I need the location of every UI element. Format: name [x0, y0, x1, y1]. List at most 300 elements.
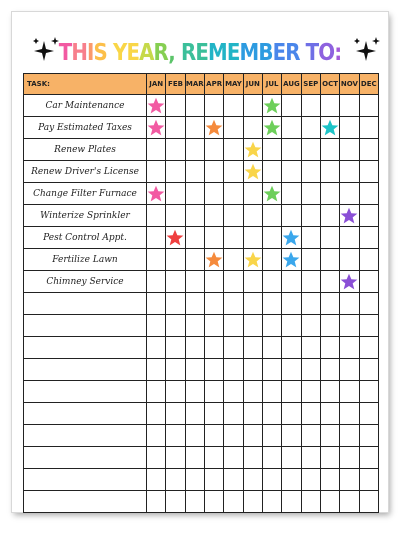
- task-cell[interactable]: [24, 447, 147, 469]
- month-cell[interactable]: [262, 95, 281, 117]
- month-cell[interactable]: [340, 469, 359, 491]
- month-cell[interactable]: [224, 491, 243, 513]
- month-cell[interactable]: [166, 249, 185, 271]
- month-cell[interactable]: [204, 337, 223, 359]
- month-cell[interactable]: [282, 469, 301, 491]
- month-cell[interactable]: [204, 205, 223, 227]
- month-cell[interactable]: [262, 381, 281, 403]
- month-cell[interactable]: [262, 359, 281, 381]
- month-cell[interactable]: [147, 117, 166, 139]
- month-cell[interactable]: [320, 469, 339, 491]
- month-cell[interactable]: [243, 139, 262, 161]
- month-cell[interactable]: [224, 183, 243, 205]
- month-cell[interactable]: [147, 227, 166, 249]
- month-cell[interactable]: [243, 425, 262, 447]
- month-cell[interactable]: [262, 491, 281, 513]
- month-cell[interactable]: [320, 381, 339, 403]
- month-cell[interactable]: [185, 293, 204, 315]
- task-cell[interactable]: [24, 491, 147, 513]
- month-cell[interactable]: [262, 249, 281, 271]
- month-cell[interactable]: [204, 425, 223, 447]
- month-cell[interactable]: [224, 425, 243, 447]
- month-cell[interactable]: [320, 337, 339, 359]
- month-cell[interactable]: [166, 315, 185, 337]
- task-cell[interactable]: [24, 293, 147, 315]
- month-cell[interactable]: [204, 403, 223, 425]
- month-header-jan: JAN: [147, 74, 166, 95]
- task-cell[interactable]: [24, 425, 147, 447]
- month-cell[interactable]: [301, 469, 320, 491]
- month-cell[interactable]: [147, 205, 166, 227]
- month-cell[interactable]: [282, 95, 301, 117]
- month-cell[interactable]: [262, 117, 281, 139]
- month-cell[interactable]: [166, 205, 185, 227]
- month-cell[interactable]: [320, 491, 339, 513]
- table-row: [24, 183, 379, 205]
- month-cell[interactable]: [166, 161, 185, 183]
- table-row: [24, 337, 379, 359]
- month-cell[interactable]: [262, 315, 281, 337]
- month-cell[interactable]: [243, 205, 262, 227]
- star-icon: [282, 251, 300, 269]
- table-row: [24, 425, 379, 447]
- month-header-nov: NOV: [340, 74, 359, 95]
- month-cell[interactable]: [359, 205, 378, 227]
- month-cell[interactable]: [359, 293, 378, 315]
- task-cell[interactable]: Winterize Sprinkler: [24, 205, 147, 227]
- month-cell[interactable]: [301, 491, 320, 513]
- month-cell[interactable]: [282, 491, 301, 513]
- star-icon: [263, 97, 281, 115]
- month-cell[interactable]: [282, 117, 301, 139]
- month-cell[interactable]: [147, 337, 166, 359]
- star-icon: [321, 119, 339, 137]
- month-cell[interactable]: [262, 183, 281, 205]
- table-row: [24, 469, 379, 491]
- month-header-dec: DEC: [359, 74, 378, 95]
- month-cell[interactable]: [224, 315, 243, 337]
- star-icon: [205, 251, 223, 269]
- month-cell[interactable]: [166, 403, 185, 425]
- month-cell[interactable]: [301, 381, 320, 403]
- month-cell[interactable]: [224, 293, 243, 315]
- month-cell[interactable]: [185, 381, 204, 403]
- table-row: [24, 139, 379, 161]
- month-cell[interactable]: [320, 447, 339, 469]
- month-cell[interactable]: [166, 381, 185, 403]
- month-cell[interactable]: [340, 381, 359, 403]
- star-icon: [340, 273, 358, 291]
- month-cell[interactable]: [340, 95, 359, 117]
- month-header-mar: MAR: [185, 74, 204, 95]
- title-word: REMEMBER: [180, 40, 300, 66]
- month-cell[interactable]: [262, 337, 281, 359]
- month-cell[interactable]: [185, 403, 204, 425]
- month-cell[interactable]: [166, 95, 185, 117]
- task-cell[interactable]: Fertilize Lawn: [24, 249, 147, 271]
- month-cell[interactable]: [243, 447, 262, 469]
- month-cell[interactable]: [185, 205, 204, 227]
- month-cell[interactable]: [282, 381, 301, 403]
- month-cell[interactable]: [224, 403, 243, 425]
- month-cell[interactable]: [204, 447, 223, 469]
- month-cell[interactable]: [301, 117, 320, 139]
- month-cell[interactable]: [262, 227, 281, 249]
- month-cell[interactable]: [185, 227, 204, 249]
- month-cell[interactable]: [320, 227, 339, 249]
- month-cell[interactable]: [243, 403, 262, 425]
- table-row: [24, 271, 379, 293]
- month-cell[interactable]: [224, 337, 243, 359]
- month-cell[interactable]: [147, 403, 166, 425]
- month-cell[interactable]: [243, 271, 262, 293]
- month-cell[interactable]: [147, 469, 166, 491]
- month-header-feb: FEB: [166, 74, 185, 95]
- month-cell[interactable]: [359, 359, 378, 381]
- month-cell[interactable]: [204, 249, 223, 271]
- month-cell[interactable]: [359, 337, 378, 359]
- month-cell[interactable]: [166, 491, 185, 513]
- month-cell[interactable]: [340, 161, 359, 183]
- month-cell[interactable]: [204, 117, 223, 139]
- month-cell[interactable]: [224, 205, 243, 227]
- month-cell[interactable]: [243, 491, 262, 513]
- month-cell[interactable]: [301, 161, 320, 183]
- star-icon: [147, 119, 165, 137]
- table-row: [24, 117, 379, 139]
- month-cell[interactable]: [224, 271, 243, 293]
- month-cell[interactable]: [359, 315, 378, 337]
- month-cell[interactable]: [301, 205, 320, 227]
- month-cell[interactable]: [301, 293, 320, 315]
- title-word: YEAR,: [112, 40, 175, 66]
- month-cell[interactable]: [204, 271, 223, 293]
- month-cell[interactable]: [204, 227, 223, 249]
- month-cell[interactable]: [147, 425, 166, 447]
- month-cell[interactable]: [166, 117, 185, 139]
- month-cell[interactable]: [185, 315, 204, 337]
- month-cell[interactable]: [243, 337, 262, 359]
- month-cell[interactable]: [301, 249, 320, 271]
- month-cell[interactable]: [147, 491, 166, 513]
- month-cell[interactable]: [320, 359, 339, 381]
- month-cell[interactable]: [166, 425, 185, 447]
- star-icon: [263, 119, 281, 137]
- month-cell[interactable]: [282, 315, 301, 337]
- task-cell[interactable]: Car Maintenance: [24, 95, 147, 117]
- month-cell[interactable]: [262, 425, 281, 447]
- month-cell[interactable]: [166, 293, 185, 315]
- month-cell[interactable]: [204, 381, 223, 403]
- month-cell[interactable]: [204, 161, 223, 183]
- star-icon: [147, 97, 165, 115]
- month-cell[interactable]: [282, 403, 301, 425]
- month-cell[interactable]: [340, 183, 359, 205]
- month-cell[interactable]: [243, 381, 262, 403]
- month-cell[interactable]: [320, 139, 339, 161]
- month-cell[interactable]: [282, 271, 301, 293]
- grid-header-row: [24, 74, 379, 95]
- month-cell[interactable]: [301, 227, 320, 249]
- month-cell[interactable]: [243, 117, 262, 139]
- month-cell[interactable]: [204, 95, 223, 117]
- month-cell[interactable]: [301, 139, 320, 161]
- month-cell[interactable]: [243, 359, 262, 381]
- month-cell[interactable]: [204, 293, 223, 315]
- month-cell[interactable]: [204, 139, 223, 161]
- month-cell[interactable]: [147, 293, 166, 315]
- month-cell[interactable]: [224, 359, 243, 381]
- month-cell[interactable]: [359, 249, 378, 271]
- month-cell[interactable]: [359, 227, 378, 249]
- month-cell[interactable]: [166, 469, 185, 491]
- month-cell[interactable]: [340, 139, 359, 161]
- month-cell[interactable]: [166, 139, 185, 161]
- month-cell[interactable]: [340, 315, 359, 337]
- month-cell[interactable]: [166, 447, 185, 469]
- table-row: [24, 205, 379, 227]
- month-cell[interactable]: [359, 491, 378, 513]
- month-cell[interactable]: [340, 205, 359, 227]
- month-cell[interactable]: [282, 161, 301, 183]
- table-row: [24, 161, 379, 183]
- month-cell[interactable]: [243, 315, 262, 337]
- task-cell[interactable]: Chimney Service: [24, 271, 147, 293]
- month-cell[interactable]: [282, 139, 301, 161]
- star-icon: [340, 207, 358, 225]
- month-cell[interactable]: [224, 161, 243, 183]
- month-cell[interactable]: [340, 337, 359, 359]
- task-cell[interactable]: [24, 403, 147, 425]
- month-cell[interactable]: [359, 381, 378, 403]
- month-cell[interactable]: [320, 315, 339, 337]
- table-row: [24, 359, 379, 381]
- month-cell[interactable]: [147, 183, 166, 205]
- month-header-aug: AUG: [282, 74, 301, 95]
- month-cell[interactable]: [320, 205, 339, 227]
- month-cell[interactable]: [301, 271, 320, 293]
- table-row: [24, 95, 379, 117]
- month-cell[interactable]: [262, 271, 281, 293]
- month-cell[interactable]: [320, 117, 339, 139]
- planner-sheet: [12, 12, 388, 512]
- month-cell[interactable]: [282, 293, 301, 315]
- month-cell[interactable]: [301, 447, 320, 469]
- month-cell[interactable]: [262, 161, 281, 183]
- month-cell[interactable]: [340, 271, 359, 293]
- month-cell[interactable]: [204, 469, 223, 491]
- month-cell[interactable]: [282, 359, 301, 381]
- month-cell[interactable]: [301, 359, 320, 381]
- task-cell[interactable]: Pest Control Appt.: [24, 227, 147, 249]
- month-cell[interactable]: [320, 95, 339, 117]
- month-cell[interactable]: [282, 447, 301, 469]
- month-cell[interactable]: [340, 117, 359, 139]
- month-cell[interactable]: [185, 337, 204, 359]
- month-cell[interactable]: [340, 293, 359, 315]
- month-cell[interactable]: [147, 161, 166, 183]
- star-icon: [166, 229, 184, 247]
- month-cell[interactable]: [262, 469, 281, 491]
- month-cell[interactable]: [262, 293, 281, 315]
- table-row: [24, 447, 379, 469]
- task-cell[interactable]: [24, 469, 147, 491]
- task-column-header: TASK:: [24, 74, 147, 95]
- table-row: [24, 249, 379, 271]
- month-cell[interactable]: [147, 249, 166, 271]
- task-cell[interactable]: Pay Estimated Taxes: [24, 117, 147, 139]
- month-cell[interactable]: [147, 271, 166, 293]
- month-cell[interactable]: [185, 447, 204, 469]
- month-cell[interactable]: [185, 161, 204, 183]
- title-word: THIS: [58, 40, 107, 66]
- month-cell[interactable]: [340, 249, 359, 271]
- month-cell[interactable]: [185, 95, 204, 117]
- page-title: [38, 36, 361, 70]
- table-row: [24, 491, 379, 513]
- month-header-sep: SEP: [301, 74, 320, 95]
- month-cell[interactable]: [340, 447, 359, 469]
- month-cell[interactable]: [340, 227, 359, 249]
- month-cell[interactable]: [320, 293, 339, 315]
- month-cell[interactable]: [301, 403, 320, 425]
- month-cell[interactable]: [224, 447, 243, 469]
- month-cell[interactable]: [320, 425, 339, 447]
- month-cell[interactable]: [262, 403, 281, 425]
- month-cell[interactable]: [301, 183, 320, 205]
- month-cell[interactable]: [282, 337, 301, 359]
- month-cell[interactable]: [301, 337, 320, 359]
- month-cell[interactable]: [262, 205, 281, 227]
- month-cell[interactable]: [224, 117, 243, 139]
- month-cell[interactable]: [147, 95, 166, 117]
- star-icon: [205, 119, 223, 137]
- star-icon: [244, 141, 262, 159]
- month-header-oct: OCT: [320, 74, 339, 95]
- month-header-jul: JUL: [262, 74, 281, 95]
- month-cell[interactable]: [185, 491, 204, 513]
- month-cell[interactable]: [243, 227, 262, 249]
- month-cell[interactable]: [204, 315, 223, 337]
- month-cell[interactable]: [185, 139, 204, 161]
- month-cell[interactable]: [185, 469, 204, 491]
- star-icon: [244, 163, 262, 181]
- star-icon: [147, 185, 165, 203]
- month-cell[interactable]: [359, 447, 378, 469]
- task-cell[interactable]: [24, 337, 147, 359]
- month-cell[interactable]: [166, 183, 185, 205]
- month-cell[interactable]: [185, 425, 204, 447]
- star-icon: [244, 251, 262, 269]
- month-cell[interactable]: [147, 381, 166, 403]
- star-icon: [263, 185, 281, 203]
- month-cell[interactable]: [320, 403, 339, 425]
- task-cell[interactable]: [24, 315, 147, 337]
- month-cell[interactable]: [262, 139, 281, 161]
- month-cell[interactable]: [147, 359, 166, 381]
- month-cell[interactable]: [359, 271, 378, 293]
- month-cell[interactable]: [282, 205, 301, 227]
- task-cell[interactable]: Renew Plates: [24, 139, 147, 161]
- month-cell[interactable]: [147, 139, 166, 161]
- task-cell[interactable]: [24, 381, 147, 403]
- month-cell[interactable]: [340, 491, 359, 513]
- task-cell[interactable]: Change Filter Furnace: [24, 183, 147, 205]
- month-cell[interactable]: [359, 403, 378, 425]
- month-cell[interactable]: [224, 469, 243, 491]
- month-cell[interactable]: [185, 359, 204, 381]
- month-cell[interactable]: [359, 183, 378, 205]
- month-cell[interactable]: [340, 425, 359, 447]
- month-cell[interactable]: [185, 249, 204, 271]
- month-cell[interactable]: [320, 183, 339, 205]
- month-cell[interactable]: [301, 315, 320, 337]
- month-cell[interactable]: [359, 425, 378, 447]
- month-cell[interactable]: [340, 403, 359, 425]
- month-cell[interactable]: [147, 315, 166, 337]
- month-cell[interactable]: [185, 117, 204, 139]
- month-cell[interactable]: [320, 161, 339, 183]
- month-cell[interactable]: [224, 95, 243, 117]
- month-cell[interactable]: [359, 469, 378, 491]
- month-cell[interactable]: [359, 161, 378, 183]
- table-row: [24, 381, 379, 403]
- month-cell[interactable]: [166, 271, 185, 293]
- month-cell[interactable]: [243, 161, 262, 183]
- month-cell[interactable]: [320, 249, 339, 271]
- month-cell[interactable]: [166, 337, 185, 359]
- title-word: TO:: [305, 40, 342, 66]
- month-cell[interactable]: [262, 447, 281, 469]
- month-cell[interactable]: [243, 95, 262, 117]
- month-cell[interactable]: [147, 447, 166, 469]
- month-cell[interactable]: [301, 425, 320, 447]
- month-cell[interactable]: [224, 227, 243, 249]
- month-cell[interactable]: [282, 227, 301, 249]
- month-cell[interactable]: [282, 249, 301, 271]
- month-cell[interactable]: [224, 139, 243, 161]
- month-cell[interactable]: [359, 95, 378, 117]
- month-cell[interactable]: [224, 249, 243, 271]
- month-cell[interactable]: [359, 139, 378, 161]
- month-cell[interactable]: [185, 183, 204, 205]
- month-cell[interactable]: [166, 227, 185, 249]
- month-cell[interactable]: [204, 183, 223, 205]
- month-cell[interactable]: [224, 381, 243, 403]
- month-cell[interactable]: [282, 425, 301, 447]
- month-cell[interactable]: [320, 271, 339, 293]
- month-cell[interactable]: [204, 491, 223, 513]
- month-cell[interactable]: [282, 183, 301, 205]
- table-row: [24, 227, 379, 249]
- task-cell[interactable]: Renew Driver's License: [24, 161, 147, 183]
- month-cell[interactable]: [243, 249, 262, 271]
- month-cell[interactable]: [204, 359, 223, 381]
- month-cell[interactable]: [243, 183, 262, 205]
- task-cell[interactable]: [24, 359, 147, 381]
- month-cell[interactable]: [166, 359, 185, 381]
- table-row: [24, 293, 379, 315]
- month-cell[interactable]: [185, 271, 204, 293]
- month-header-jun: JUN: [243, 74, 262, 95]
- month-cell[interactable]: [301, 95, 320, 117]
- month-cell[interactable]: [243, 293, 262, 315]
- month-cell[interactable]: [359, 117, 378, 139]
- month-cell[interactable]: [340, 359, 359, 381]
- task-grid: [23, 73, 378, 513]
- star-icon: [282, 229, 300, 247]
- month-cell[interactable]: [243, 469, 262, 491]
